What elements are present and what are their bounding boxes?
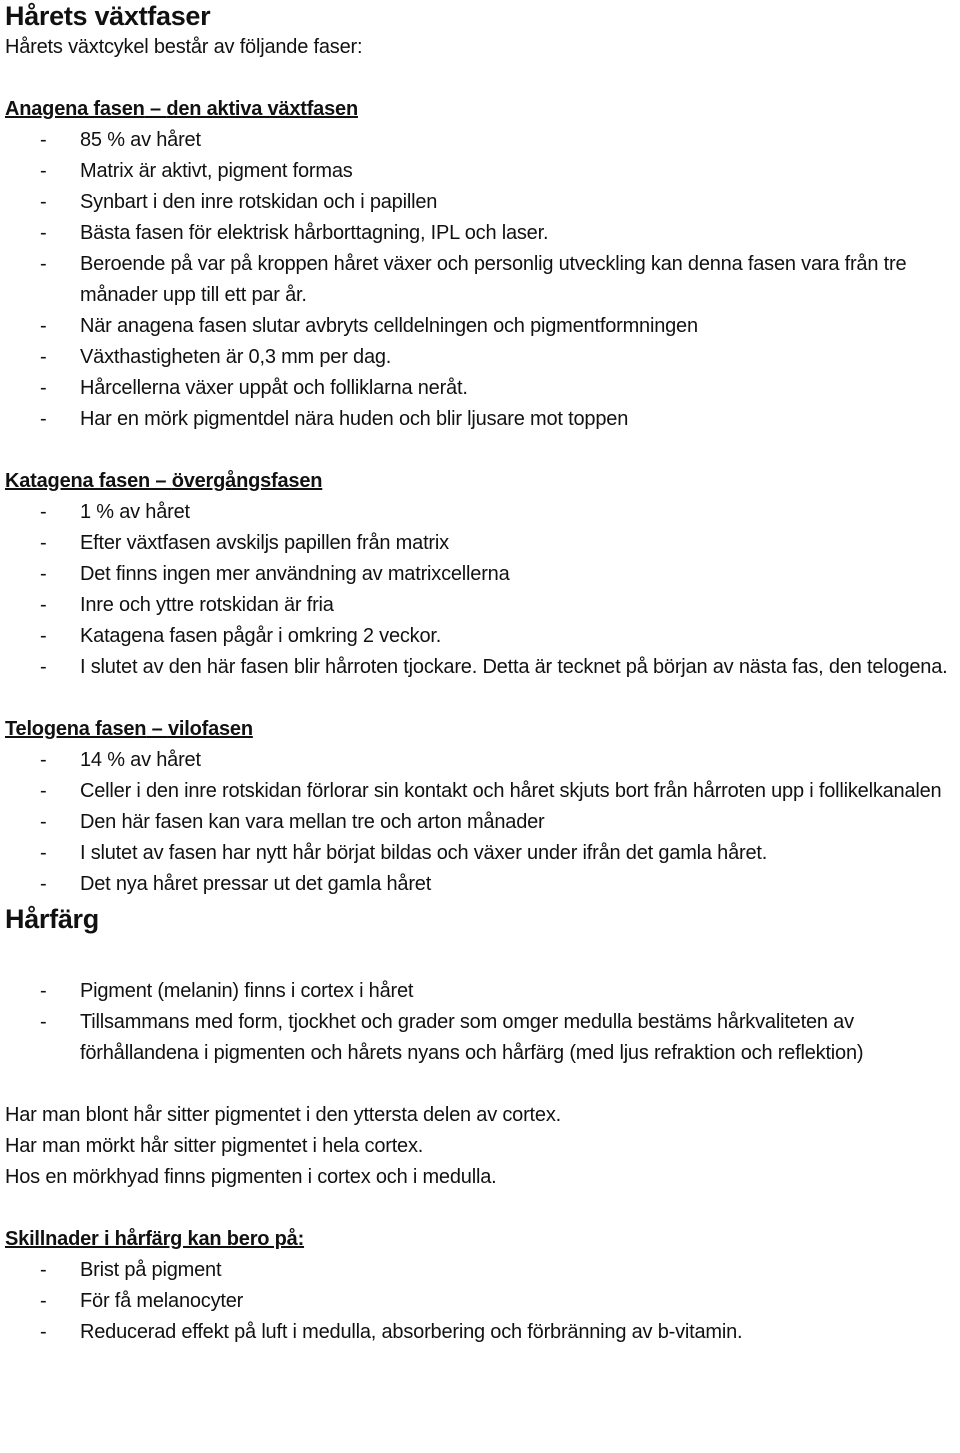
telogen-list: [5, 745, 960, 900]
dash-bullet: -: [40, 811, 47, 833]
page-title: Hårets växtfaser: [5, 1, 211, 31]
section-title-skillnader: [5, 1224, 960, 1255]
list-item-text: Brist på pigment: [80, 1259, 222, 1281]
list-item-text: I slutet av den här fasen blir hårroten tjockare. Detta är tecknet på början av nästa fas, den telogena.: [80, 656, 948, 678]
list-item: [5, 311, 960, 342]
list-item: [5, 838, 960, 869]
spacer: [5, 63, 960, 94]
dash-bullet: -: [40, 1259, 47, 1281]
dash-bullet: -: [40, 377, 47, 399]
section-title-anagen: [5, 94, 960, 125]
dash-bullet: -: [40, 656, 47, 678]
list-item-text: Inre och yttre rotskidan är fria: [80, 594, 334, 616]
list-item-text: Den här fasen kan vara mellan tre och arton månader: [80, 811, 545, 833]
list-item: [5, 528, 960, 559]
list-item: [5, 1255, 960, 1286]
list-item: [5, 1007, 960, 1069]
list-item: [5, 1286, 960, 1317]
list-item: [5, 497, 960, 528]
dash-bullet: -: [40, 1290, 47, 1312]
dash-bullet: -: [40, 594, 47, 616]
dash-bullet: -: [40, 749, 47, 771]
list-item-text: Tillsammans med form, tjockhet och grader som omger medulla bestäms hårkvaliteten av förhållandena i pigmenten och hårets nyans och hårfärg (med ljus refraktion och reflektion): [80, 1011, 864, 1064]
paragraph: Hos en mörkhyad finns pigmenten i cortex och i medulla.: [5, 1166, 497, 1188]
section-separator: –: [144, 98, 167, 120]
skillnader-list: [5, 1255, 960, 1348]
document-page: [0, 1, 960, 1348]
anagen-list: [5, 125, 960, 435]
list-item-text: Det nya håret pressar ut det gamla håret: [80, 873, 432, 895]
section-name: Anagena fasen: [5, 98, 145, 120]
spacer: [5, 1193, 960, 1224]
dash-bullet: -: [40, 253, 47, 275]
list-item: [5, 218, 960, 249]
list-item-text: Hårcellerna växer uppåt och folliklarna neråt.: [80, 377, 468, 399]
list-item: [5, 869, 960, 900]
list-item: [5, 249, 960, 311]
section-desc: övergångsfasen: [171, 470, 323, 492]
list-item: [5, 776, 960, 807]
harfarg-list: [5, 976, 960, 1069]
dash-bullet: -: [40, 315, 47, 337]
spacer: [5, 435, 960, 466]
list-item: [5, 807, 960, 838]
list-item-text: Bästa fasen för elektrisk hårborttagning, IPL och laser.: [80, 222, 549, 244]
list-item-text: Växthastigheten är 0,3 mm per dag.: [80, 346, 392, 368]
list-item: [5, 125, 960, 156]
list-item-text: Pigment (melanin) finns i cortex i håret: [80, 980, 414, 1002]
list-item: [5, 976, 960, 1007]
dash-bullet: -: [40, 563, 47, 585]
section-name: Telogena fasen: [5, 718, 147, 740]
dash-bullet: -: [40, 780, 47, 802]
list-item: [5, 404, 960, 435]
section-separator: –: [146, 718, 168, 740]
list-item-text: Matrix är aktivt, pigment formas: [80, 160, 353, 182]
list-item-text: 85 % av håret: [80, 129, 201, 151]
spacer: [5, 1069, 960, 1100]
dash-bullet: -: [40, 532, 47, 554]
list-item-text: Beroende på var på kroppen håret växer och personlig utveckling kan denna fasen vara från tre månader upp till ett par år.: [80, 253, 907, 306]
dash-bullet: -: [40, 408, 47, 430]
list-item: [5, 156, 960, 187]
dash-bullet: -: [40, 501, 47, 523]
dash-bullet: -: [40, 625, 47, 647]
paragraph: Har man blont hår sitter pigmentet i den yttersta delen av cortex.: [5, 1104, 561, 1126]
list-item-text: Efter växtfasen avskiljs papillen från matrix: [80, 532, 449, 554]
list-item: [5, 745, 960, 776]
list-item-text: För få melanocyter: [80, 1290, 244, 1312]
heading-harfarg: Hårfärg: [5, 904, 99, 934]
section-separator: –: [150, 470, 172, 492]
list-item: [5, 590, 960, 621]
section-title-telogen: [5, 714, 960, 745]
spacer: [5, 937, 960, 976]
katagen-list: [5, 497, 960, 683]
dash-bullet: -: [40, 191, 47, 213]
dash-bullet: -: [40, 160, 47, 182]
list-item: [5, 342, 960, 373]
list-item-text: Det finns ingen mer användning av matrixcellerna: [80, 563, 510, 585]
dash-bullet: -: [40, 873, 47, 895]
dash-bullet: -: [40, 842, 47, 864]
list-item-text: När anagena fasen slutar avbryts celldelningen och pigmentformningen: [80, 315, 698, 337]
paragraph: Har man mörkt hår sitter pigmentet i hela cortex.: [5, 1135, 424, 1157]
section-desc: den aktiva växtfasen: [166, 98, 358, 120]
spacer: [5, 683, 960, 714]
section-desc: vilofasen: [167, 718, 253, 740]
dash-bullet: -: [40, 346, 47, 368]
list-item: [5, 621, 960, 652]
list-item-text: Reducerad effekt på luft i medulla, absorbering och förbränning av b-vitamin.: [80, 1321, 743, 1343]
list-item-text: 14 % av håret: [80, 749, 201, 771]
dash-bullet: -: [40, 222, 47, 244]
list-item: [5, 652, 960, 683]
list-item: [5, 187, 960, 218]
list-item-text: Katagena fasen pågår i omkring 2 veckor.: [80, 625, 442, 647]
list-item: [5, 559, 960, 590]
section-name: Skillnader i hårfärg kan bero på:: [5, 1228, 305, 1250]
list-item: [5, 373, 960, 404]
list-item-text: 1 % av håret: [80, 501, 190, 523]
list-item: [5, 1317, 960, 1348]
section-name: Katagena fasen: [5, 470, 151, 492]
list-item-text: Synbart i den inre rotskidan och i papillen: [80, 191, 438, 213]
list-item-text: Celler i den inre rotskidan förlorar sin kontakt och håret skjuts bort från hårroten upp i follikelkanalen: [80, 780, 942, 802]
dash-bullet: -: [40, 129, 47, 151]
list-item-text: Har en mörk pigmentdel nära huden och blir ljusare mot toppen: [80, 408, 629, 430]
list-item-text: I slutet av fasen har nytt hår börjat bildas och växer under ifrån det gamla håret.: [80, 842, 768, 864]
dash-bullet: -: [40, 1011, 47, 1033]
dash-bullet: -: [40, 1321, 47, 1343]
section-title-katagen: [5, 466, 960, 497]
dash-bullet: -: [40, 980, 47, 1002]
intro-text: Hårets växtcykel består av följande faser:: [5, 36, 363, 58]
